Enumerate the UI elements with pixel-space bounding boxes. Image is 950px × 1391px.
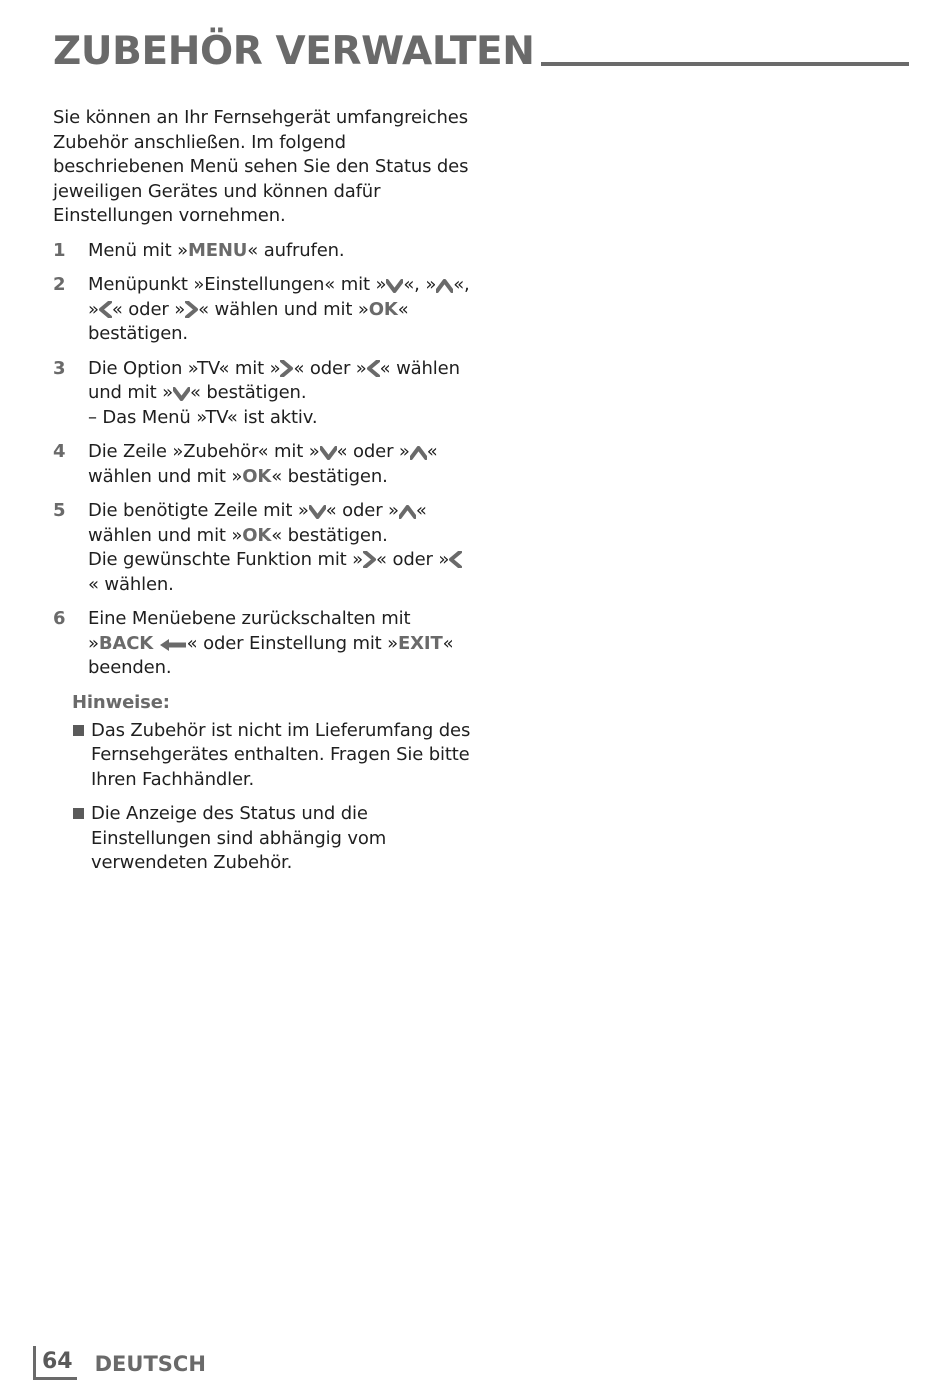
square-bullet-icon (73, 808, 84, 819)
title-rule (541, 62, 910, 66)
step-1 (53, 239, 471, 264)
step-text: « wählen und mit » (88, 357, 460, 403)
steps-list (53, 239, 471, 681)
step-3 (53, 357, 471, 431)
page-number: 64 (42, 1349, 73, 1374)
note-text: Das Zubehör ist nicht im Lieferumfang des Fernsehgerätes enthalten. Fragen Sie bitte Ihren Fachhändler. (91, 719, 471, 790)
up-arrow-icon (399, 505, 416, 519)
step-text: « bestätigen. (271, 465, 388, 487)
square-bullet-icon (73, 725, 84, 736)
intro-paragraph: Sie können an Ihr Fernsehgerät umfangreiches Zubehör anschließen. Im folgend beschriebenen Menü sehen Sie den Status des jeweiligen Gerätes und können dafür Einstellungen vornehmen. (53, 107, 469, 226)
step-text: « oder » (293, 357, 367, 379)
notes-section (72, 691, 471, 876)
step-text: « oder » (336, 441, 410, 462)
right-arrow-icon (363, 551, 376, 568)
step-text: Eine Menüebene zurückschalten mit » (88, 608, 411, 654)
down-arrow-icon (309, 505, 326, 519)
step-subtext: – Das Menü »TV« ist aktiv. (88, 406, 318, 428)
step-text: « bestätigen. (271, 524, 388, 546)
left-arrow-icon (367, 360, 380, 377)
language-label: DEUTSCH (94, 1352, 206, 1376)
menu-key-label: MENU (187, 239, 248, 261)
step-2 (53, 273, 471, 347)
step-4 (53, 440, 471, 489)
step-5 (53, 499, 471, 597)
right-arrow-icon (185, 301, 198, 318)
step-text: « wählen und mit » (198, 298, 369, 320)
right-arrow-icon (280, 360, 293, 377)
down-arrow-icon (320, 446, 337, 460)
step-text: « wählen. (88, 573, 174, 595)
step-number: 6 (53, 608, 66, 629)
notes-list (72, 719, 471, 876)
up-arrow-icon (410, 446, 427, 460)
step-text: « wählen und mit » (88, 441, 438, 487)
note-item (72, 802, 471, 876)
step-text: Die gewünschte Funktion mit » (88, 549, 364, 570)
main-content (53, 106, 471, 886)
step-text: Menüpunkt »Einstellungen« mit » (88, 274, 387, 295)
step-6 (53, 607, 471, 681)
step-subtext (88, 548, 471, 597)
note-item (72, 719, 471, 793)
back-key-label: BACK (98, 632, 154, 654)
step-text: «, » (403, 274, 437, 295)
step-text: « bestätigen. (88, 298, 409, 344)
step-text: « oder Einstellung mit » (186, 632, 399, 654)
step-number: 4 (53, 441, 66, 462)
step-number: 5 (53, 500, 66, 521)
page-title: ZUBEHÖR VERWALTEN (53, 29, 535, 74)
page-number-box (36, 1346, 77, 1380)
left-arrow-icon (99, 301, 112, 318)
exit-key-label: EXIT (398, 632, 443, 654)
step-text: Die Option »TV« mit » (88, 357, 281, 379)
down-arrow-icon (386, 279, 403, 293)
ok-key-label: OK (242, 465, 272, 487)
notes-title: Hinweise: (72, 691, 170, 713)
step-text: Die Zeile »Zubehör« mit » (88, 441, 320, 462)
step-number: 1 (53, 239, 66, 261)
step-text: « bestätigen. (189, 382, 307, 403)
ok-key-label: OK (242, 524, 272, 546)
back-arrow-icon (159, 638, 187, 652)
down-arrow-icon (173, 387, 190, 401)
page-footer (33, 1346, 206, 1380)
note-text: Die Anzeige des Status und die Einstellungen sind abhängig vom verwendeten Zubehör. (91, 803, 387, 873)
step-text: « aufrufen. (247, 239, 345, 261)
step-number: 3 (53, 357, 66, 379)
left-arrow-icon (449, 551, 462, 568)
step-text: Die benötigte Zeile mit » (88, 500, 309, 521)
step-text: « oder » (111, 298, 186, 320)
step-number: 2 (53, 274, 66, 295)
step-text: « oder » (325, 500, 399, 521)
step-text: Menü mit » (88, 239, 188, 261)
step-text: « beenden. (88, 632, 454, 678)
up-arrow-icon (436, 279, 453, 293)
step-text: « wählen und mit » (88, 500, 427, 546)
ok-key-label: OK (368, 298, 398, 320)
step-text: « oder » (376, 549, 450, 570)
step-text: «, » (88, 274, 470, 320)
page-header (53, 24, 909, 72)
